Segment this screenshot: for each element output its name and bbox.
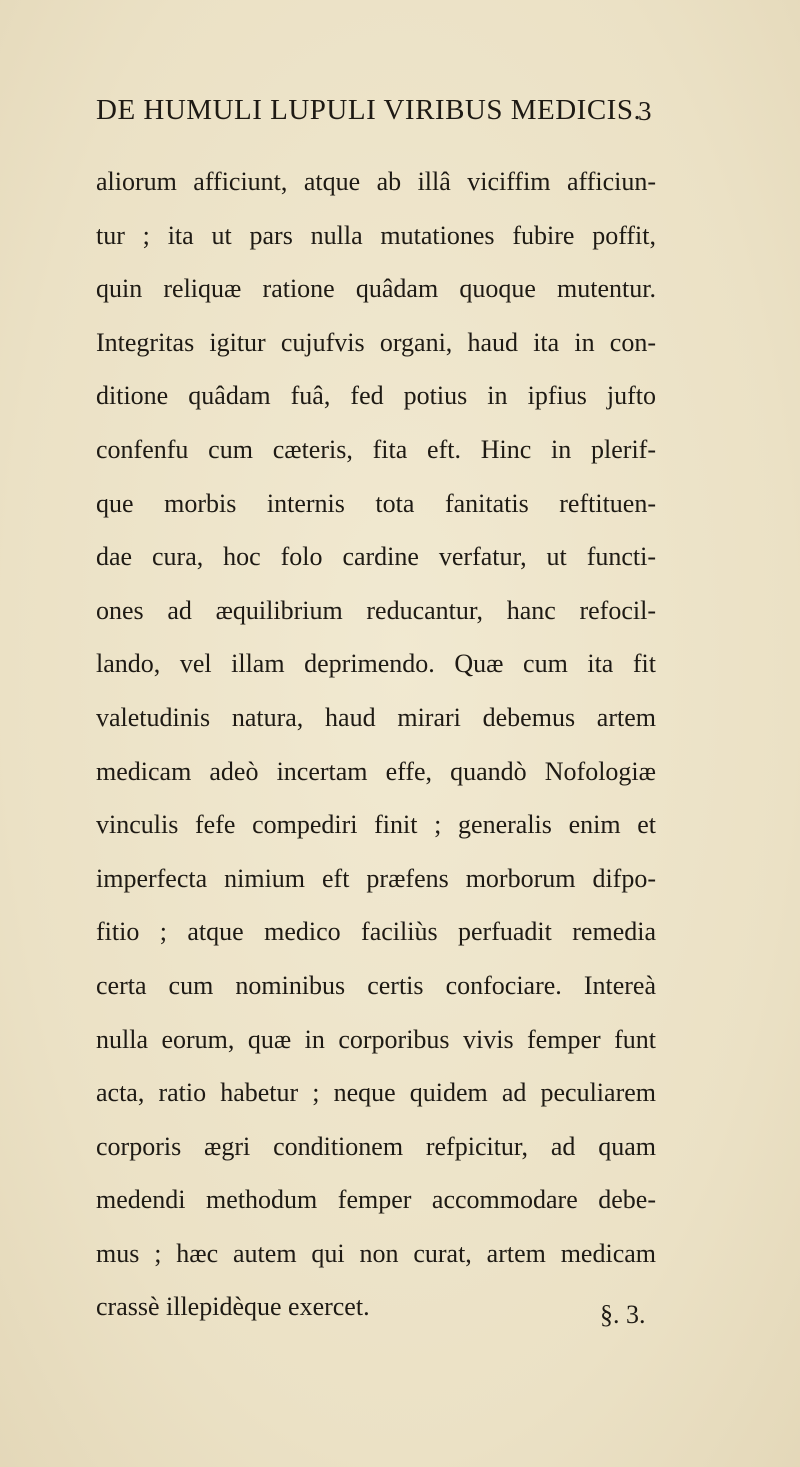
text-line: vinculis fefe compediri finit ; generalis enim et (96, 810, 656, 840)
text-line-last: crassè illepidèque exercet. (96, 1292, 370, 1322)
text-line: ones ad æquilibrium reducantur, hanc refocil- (96, 595, 656, 625)
page-number: 3 (638, 96, 652, 126)
text-line: corporis ægri conditionem refpicitur, ad quam (96, 1131, 656, 1161)
text-line: lando, vel illam deprimendo. Quæ cum ita fit (96, 649, 656, 679)
body-text (96, 160, 656, 1339)
text-line: dae cura, hoc folo cardine verfatur, ut functi- (96, 542, 656, 572)
text-line: fitio ; atque medico faciliùs perfuadit remedia (96, 917, 656, 947)
page-header (96, 94, 656, 138)
text-line: nulla eorum, quæ in corporibus vivis femper funt (96, 1024, 656, 1054)
text-line: ditione quâdam fuâ, fed potius in ipfius jufto (96, 381, 656, 411)
text-line: que morbis internis tota fanitatis reftituen- (96, 488, 656, 518)
text-line: confenfu cum cæteris, fita eft. Hinc in plerif- (96, 434, 656, 464)
catchword: §. 3. (600, 1300, 646, 1329)
text-line: aliorum afficiunt, atque ab illâ viciffim afficiun- (96, 167, 656, 196)
text-line: Integritas igitur cujufvis organi, haud ita in con- (96, 327, 656, 357)
running-title: DE HUMULI LUPULI VIRIBUS MEDICIS. (96, 94, 642, 126)
text-line: certa cum nominibus certis confociare. Intereà (96, 970, 656, 1000)
text-line: medicam adeò incertam effe, quandò Nofologiæ (96, 756, 656, 786)
text-line: mus ; hæc autem qui non curat, artem medicam (96, 1238, 656, 1268)
text-line: medendi methodum femper accommodare debe- (96, 1185, 656, 1215)
text-line: valetudinis natura, haud mirari debemus artem (96, 702, 656, 732)
text-line: imperfecta nimium eft præfens morborum difpo- (96, 863, 656, 893)
text-line: quin reliquæ ratione quâdam quoque mutentur. (96, 274, 656, 304)
text-line: tur ; ita ut pars nulla mutationes fubire poffit, (96, 220, 656, 250)
text-line: acta, ratio habetur ; neque quidem ad peculiarem (96, 1078, 656, 1108)
